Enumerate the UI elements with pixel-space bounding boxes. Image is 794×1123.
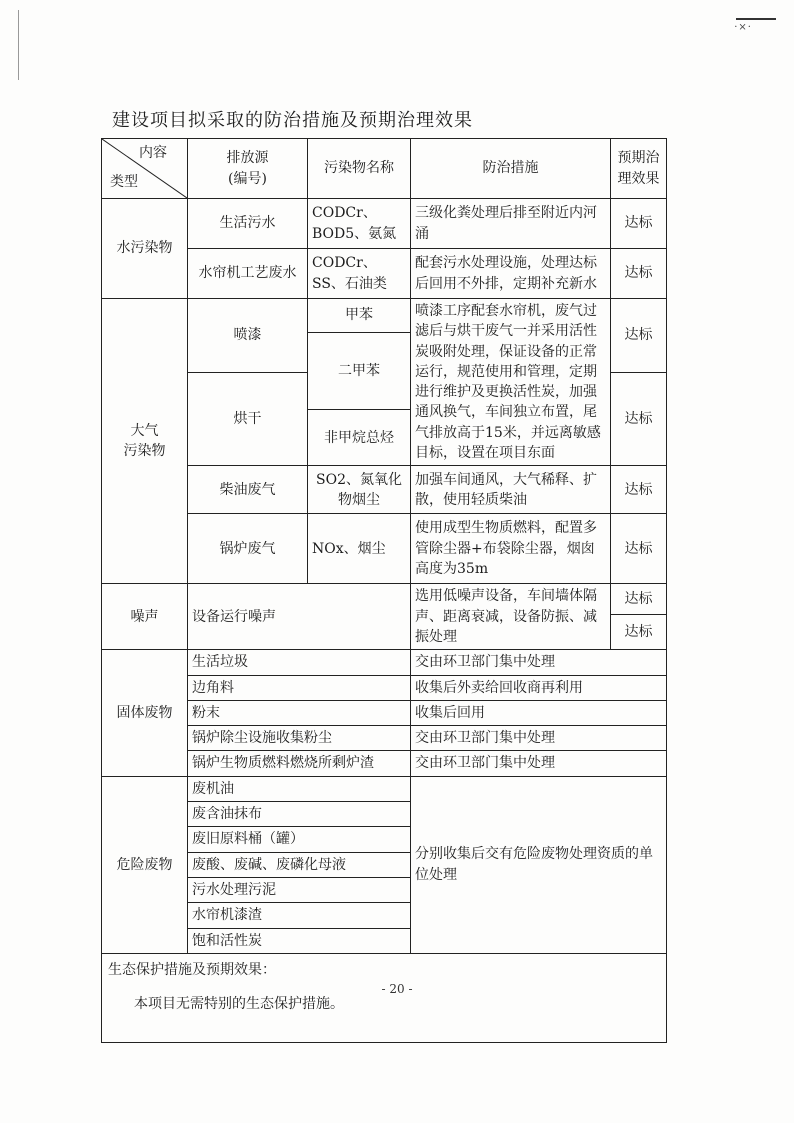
cell-pollutant: NOx、烟尘 [308,514,411,584]
cell-measure: 交由环卫部门集中处理 [411,650,667,675]
cell-item: 污水处理污泥 [188,877,411,902]
cell-effect: 达标 [611,466,667,514]
cell-item: 边角料 [188,675,411,700]
cell-pollutant: 非甲烷总烃 [308,410,411,466]
table-header-row [102,139,667,199]
category-noise: 噪声 [102,584,188,650]
cell-item: 废含油抹布 [188,802,411,827]
cell-source: 喷漆 [188,299,308,373]
cell-source: 水帘机工艺废水 [188,249,308,299]
cell-source: 设备运行噪声 [188,584,411,650]
cell-measure: 加强车间通风，大气稀释、扩散，使用轻质柴油 [411,466,611,514]
cell-source: 柴油废气 [188,466,308,514]
eco-protection-title: 生态保护措施及预期效果： [108,961,276,978]
table-row [102,953,667,1042]
cell-effect: 达标 [611,249,667,299]
cell-item: 废酸、废碱、废磷化母液 [188,852,411,877]
cell-pollutant: CODCr、SS、石油类 [308,249,411,299]
cell-measure: 收集后回用 [411,700,667,725]
header-pollutant: 污染物名称 [308,139,411,199]
cell-measure: 喷漆工序配套水帘机，废气过滤后与烘干废气一并采用活性炭吸附处理，保证设备的正常运行，规范使用和管理，定期进行维护及更换活性炭，加强通风换气，车间独立布置，尾气排放高于15米，并远离敏感目标，设置在项目东面 [411,299,611,466]
cell-measure: 收集后外卖给回收商再利用 [411,675,667,700]
cell-measure: 交由环卫部门集中处理 [411,751,667,776]
cell-source: 锅炉废气 [188,514,308,584]
header-source: 排放源 (编号) [188,139,308,199]
cell-pollutant: SO2、氮氧化物烟尘 [308,466,411,514]
page-number: - 20 - [381,982,413,996]
cell-measure: 选用低噪声设备，车间墙体隔声、距离衰减，设备防振、减振处理 [411,584,611,650]
cell-pollutant: 甲苯 [308,299,411,333]
category-water: 水污染物 [102,199,188,299]
cell-source: 烘干 [188,372,308,466]
cell-item: 锅炉除尘设施收集粉尘 [188,726,411,751]
cell-source: 生活污水 [188,199,308,249]
document-title: 建设项目拟采取的防治措施及预期治理效果 [112,110,473,131]
cell-effect: 达标 [611,584,667,615]
category-hazardous-waste: 危险废物 [102,776,188,953]
cell-item: 饱和活性炭 [188,928,411,953]
scan-margin-line [18,10,19,80]
cell-item: 生活垃圾 [188,650,411,675]
cell-item: 废旧原料桶（罐） [188,827,411,852]
cell-measure: 三级化粪处理后排至附近内河涌 [411,199,611,249]
cell-measure: 使用成型生物质燃料，配置多管除尘器+布袋除尘器，烟囱高度为35m [411,514,611,584]
eco-protection-cell [102,953,667,1042]
table-row [102,299,667,333]
eco-protection-body: 本项目无需特别的生态保护措施。 [134,996,344,1013]
cell-pollutant: 二甲苯 [308,333,411,410]
cell-item: 锅炉生物质燃料燃烧所剩炉渣 [188,751,411,776]
cell-effect: 达标 [611,299,667,373]
diagonal-header-cell [102,139,188,199]
cell-pollutant: CODCr、BOD5、氨氮 [308,199,411,249]
cell-item: 水帘机漆渣 [188,903,411,928]
cell-item: 废机油 [188,776,411,801]
cell-measure: 分别收集后交有危险废物处理资质的单位处理 [411,776,667,953]
table-row [102,584,667,615]
cell-effect: 达标 [611,514,667,584]
table-row [102,199,667,249]
category-solid-waste: 固体废物 [102,650,188,776]
cell-effect: 达标 [611,372,667,466]
scan-speckle: ·×· [734,22,752,33]
cell-measure: 交由环卫部门集中处理 [411,726,667,751]
cell-effect: 达标 [611,615,667,650]
cell-item: 粉末 [188,700,411,725]
cell-effect: 达标 [611,199,667,249]
table-row [102,650,667,675]
measures-table [101,138,667,1043]
header-effect: 预期治理效果 [611,139,667,199]
header-type-label: 类型 [110,173,138,190]
category-air: 大气 污染物 [102,299,188,584]
header-measure: 防治措施 [411,139,611,199]
table-row [102,776,667,801]
header-content-label: 内容 [139,145,167,161]
cell-measure: 配套污水处理设施，处理达标后回用不外排，定期补充新水 [411,249,611,299]
